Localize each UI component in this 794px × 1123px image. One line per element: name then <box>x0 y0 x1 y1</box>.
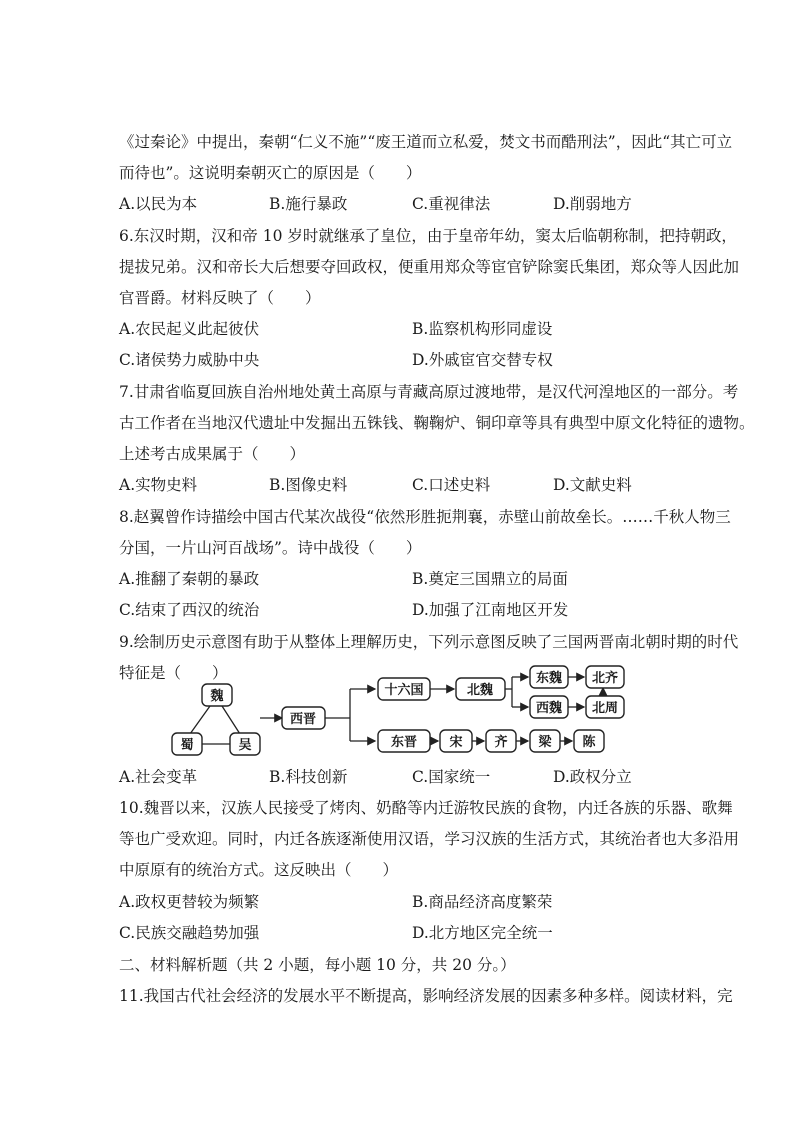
q6-option-b: B.监察机构形同虚设 <box>412 320 553 338</box>
history-flow-diagram <box>160 660 640 765</box>
q10-stem-line-3: 中原原有的统治方式。这反映出（ ） <box>119 861 399 879</box>
label-beiqi: 北齐 <box>591 671 619 686</box>
q10-option-b: B.商品经济高度繁荣 <box>412 893 553 911</box>
q10-stem-line-1: 10.魏晋以来，汉族人民接受了烤肉、奶酪等内迁游牧民族的食物，内迁各族的乐器、歌舞 <box>119 799 733 817</box>
q9-option-a: A.社会变革 <box>119 768 198 786</box>
q7-stem-line-1: 7.甘肃省临夏回族自治州地处黄土高原与青藏高原过渡地带，是汉代河湟地区的一部分。考 <box>119 383 739 401</box>
label-shiliuguo: 十六国 <box>384 683 424 698</box>
q8-stem-line-1: 8.赵翼曾作诗描绘中国古代某次战役“依然形胜扼荆襄，赤壁山前故垒长。……千秋人物三 <box>119 508 731 526</box>
label-dongwei: 东魏 <box>535 671 563 686</box>
q6-option-c: C.诸侯势力威胁中央 <box>119 351 260 369</box>
q5-option-a: A.以民为本 <box>119 195 198 213</box>
label-chen: 陈 <box>582 735 596 750</box>
q11-stem-line-1: 11.我国古代社会经济的发展水平不断提高，影响经济发展的因素多种多样。阅读材料，完 <box>119 987 733 1005</box>
q6-stem-line-3: 官晋爵。材料反映了（ ） <box>119 289 321 307</box>
q6-stem-line-1: 6.东汉时期，汉和帝 10 岁时就继承了皇位，由于皇帝年幼，窦太后临朝称制，把持朝政， <box>119 227 737 245</box>
q10-option-a: A.政权更替较为频繁 <box>119 893 260 911</box>
q6-option-d: D.外戚宦官交替专权 <box>412 351 553 369</box>
q5-stem-line-1: 《过秦论》中提出，秦朝“仁义不施”“废王道而立私爱，焚文书而酷刑法”，因此“其亡可立 <box>119 133 733 151</box>
label-song: 宋 <box>449 735 463 750</box>
q7-option-a: A.实物史料 <box>119 476 198 494</box>
q5-option-b: B.施行暴政 <box>269 195 348 213</box>
label-qi: 齐 <box>494 735 508 750</box>
q8-option-a: A.推翻了秦朝的暴政 <box>119 570 260 588</box>
q7-option-b: B.图像史料 <box>269 476 348 494</box>
q5-option-d: D.削弱地方 <box>553 195 632 213</box>
label-beizhou: 北周 <box>591 701 619 716</box>
q9-stem-line-1: 9.绘制历史示意图有助于从整体上理解历史，下列示意图反映了三国两晋南北朝时期的时代 <box>119 633 739 651</box>
q9-stem-line-2: 特征是（ ） <box>119 664 228 682</box>
q6-stem-line-2: 提拔兄弟。汉和帝长大后想要夺回政权，便重用郑众等宦官铲除窦氏集团，郑众等人因此加 <box>119 258 740 276</box>
q6-option-a: A.农民起义此起彼伏 <box>119 320 260 338</box>
label-liang: 梁 <box>538 735 552 750</box>
q7-stem-line-2: 古工作者在当地汉代遗址中发掘出五铢钱、鞠鞠炉、铜印章等具有典型中原文化特征的遗物。 <box>119 414 755 432</box>
q9-option-b: B.科技创新 <box>269 768 348 786</box>
q5-option-c: C.重视律法 <box>412 195 491 213</box>
label-xiwei: 西魏 <box>535 701 563 716</box>
q8-option-b: B.奠定三国鼎立的局面 <box>412 570 568 588</box>
label-beiwei: 北魏 <box>466 683 494 698</box>
q10-option-c: C.民族交融趋势加强 <box>119 924 260 942</box>
label-wu: 吴 <box>238 738 252 753</box>
q5-stem-line-2: 而待也”。这说明秦朝灭亡的原因是（ ） <box>119 164 422 182</box>
q8-stem-line-2: 分国，一片山河百战场”。诗中战役（ ） <box>119 539 422 557</box>
q10-option-d: D.北方地区完全统一 <box>412 924 553 942</box>
q9-option-c: C.国家统一 <box>412 768 491 786</box>
q10-stem-line-2: 等也广受欢迎。同时，内迁各族逐渐使用汉语，学习汉族的生活方式，其统治者也大多沿用 <box>119 830 740 848</box>
q7-stem-line-3: 上述考古成果属于（ ） <box>119 445 306 463</box>
section-2-title: 二、材料解析题（共 2 小题，每小题 10 分，共 20 分。） <box>119 956 516 974</box>
label-xijin: 西晋 <box>289 712 317 727</box>
q7-option-c: C.口述史料 <box>412 476 491 494</box>
q8-option-c: C.结束了西汉的统治 <box>119 601 260 619</box>
q8-option-d: D.加强了江南地区开发 <box>412 601 569 619</box>
q7-option-d: D.文献史料 <box>553 476 632 494</box>
label-shu: 蜀 <box>180 738 194 753</box>
q9-option-d: D.政权分立 <box>553 768 632 786</box>
label-dongjin: 东晋 <box>390 735 418 750</box>
label-wei: 魏 <box>210 689 224 704</box>
